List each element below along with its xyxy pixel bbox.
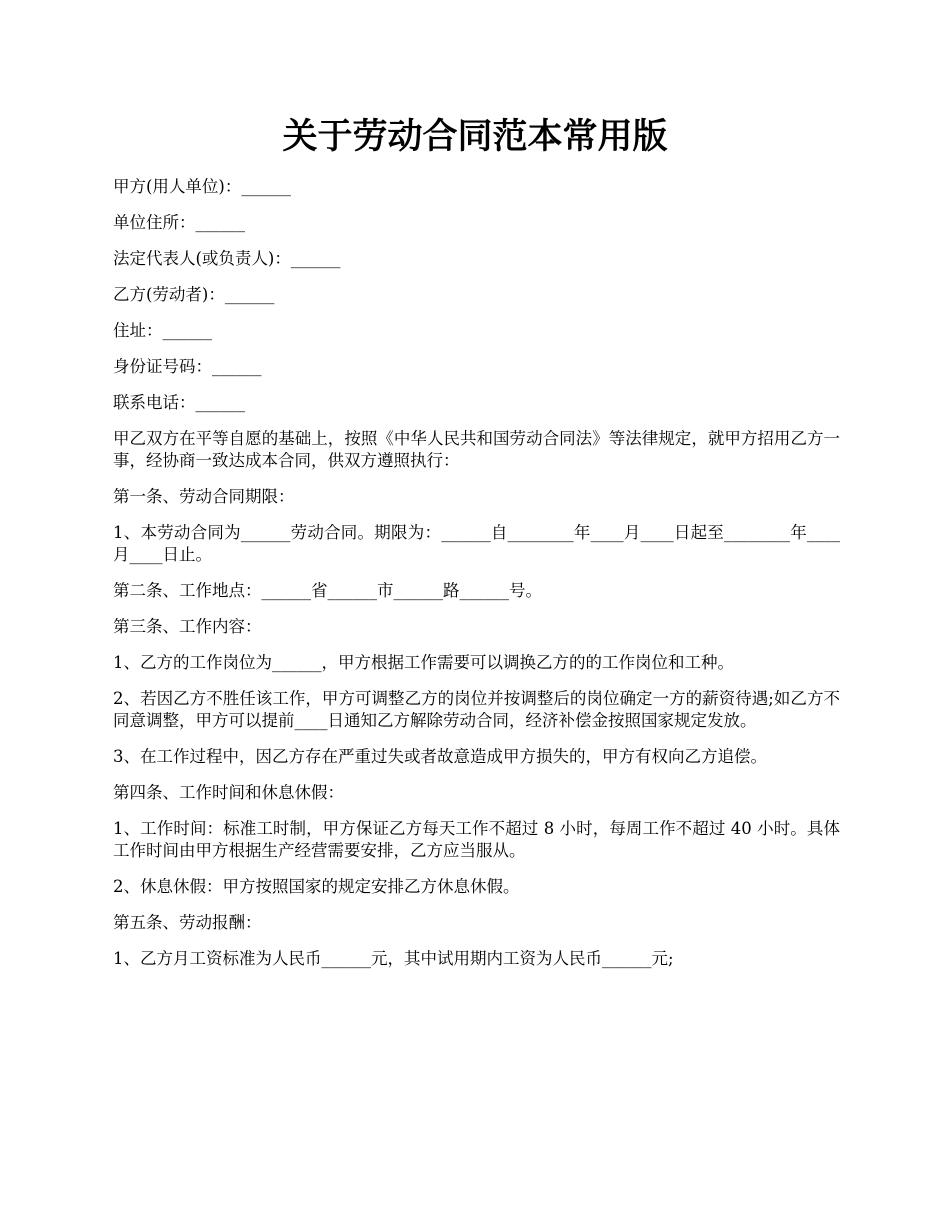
id-number: 身份证号码：______ — [113, 357, 262, 376]
preamble-paragraph: 甲乙双方在平等自愿的基础上，按照《中华人民共和国劳动合同法》等法律规定，就甲方招用乙方一事，经协商一致达成本合同，供双方遵照执行： — [113, 429, 840, 470]
article-4-clause-1: 1、工作时间：标准工时制，甲方保证乙方每天工作不超过 8 小时，每周工作不超过 40 小时。具体工作时间由甲方根据生产经营需要安排，乙方应当服从。 — [113, 819, 840, 860]
document-title: 关于劳动合同范本常用版 — [282, 116, 668, 157]
article-2-heading: 第二条、工作地点：______省______市______路______号。 — [113, 581, 542, 600]
article-3-heading: 第三条、工作内容： — [113, 617, 262, 636]
article-4-heading: 第四条、工作时间和休息休假： — [113, 783, 344, 802]
document-body — [113, 176, 840, 984]
article-3-clause-1: 1、乙方的工作岗位为______，甲方根据工作需要可以调换乙方的的工作岗位和工种。 — [113, 653, 734, 672]
party-b-employee: 乙方(劳动者)：______ — [113, 285, 275, 304]
employer-address: 单位住所：______ — [113, 213, 245, 232]
article-1-clause-1: 1、本劳动合同为______劳动合同。期限为：______自________年____月____日起至________年____月____日止。 — [113, 523, 840, 564]
party-a-employer: 甲方(用人单位)：______ — [113, 177, 291, 196]
phone-number: 联系电话：______ — [113, 393, 245, 412]
article-1-heading: 第一条、劳动合同期限： — [113, 487, 295, 506]
article-4-clause-2: 2、休息休假：甲方按照国家的规定安排乙方休息休假。 — [113, 877, 520, 896]
article-5-clause-1: 1、乙方月工资标准为人民币______元，其中试用期内工资为人民币______元; — [113, 949, 674, 968]
article-3-clause-2: 2、若因乙方不胜任该工作，甲方可调整乙方的岗位并按调整后的岗位确定一方的薪资待遇;如乙方不同意调整，甲方可以提前____日通知乙方解除劳动合同，经济补偿金按照国家规定发放。 — [113, 689, 840, 730]
employee-address: 住址：______ — [113, 321, 212, 340]
legal-representative: 法定代表人(或负责人)：______ — [113, 249, 341, 268]
article-5-heading: 第五条、劳动报酬： — [113, 913, 262, 932]
article-3-clause-3: 3、在工作过程中，因乙方存在严重过失或者故意造成甲方损失的，甲方有权向乙方追偿。 — [113, 747, 767, 766]
